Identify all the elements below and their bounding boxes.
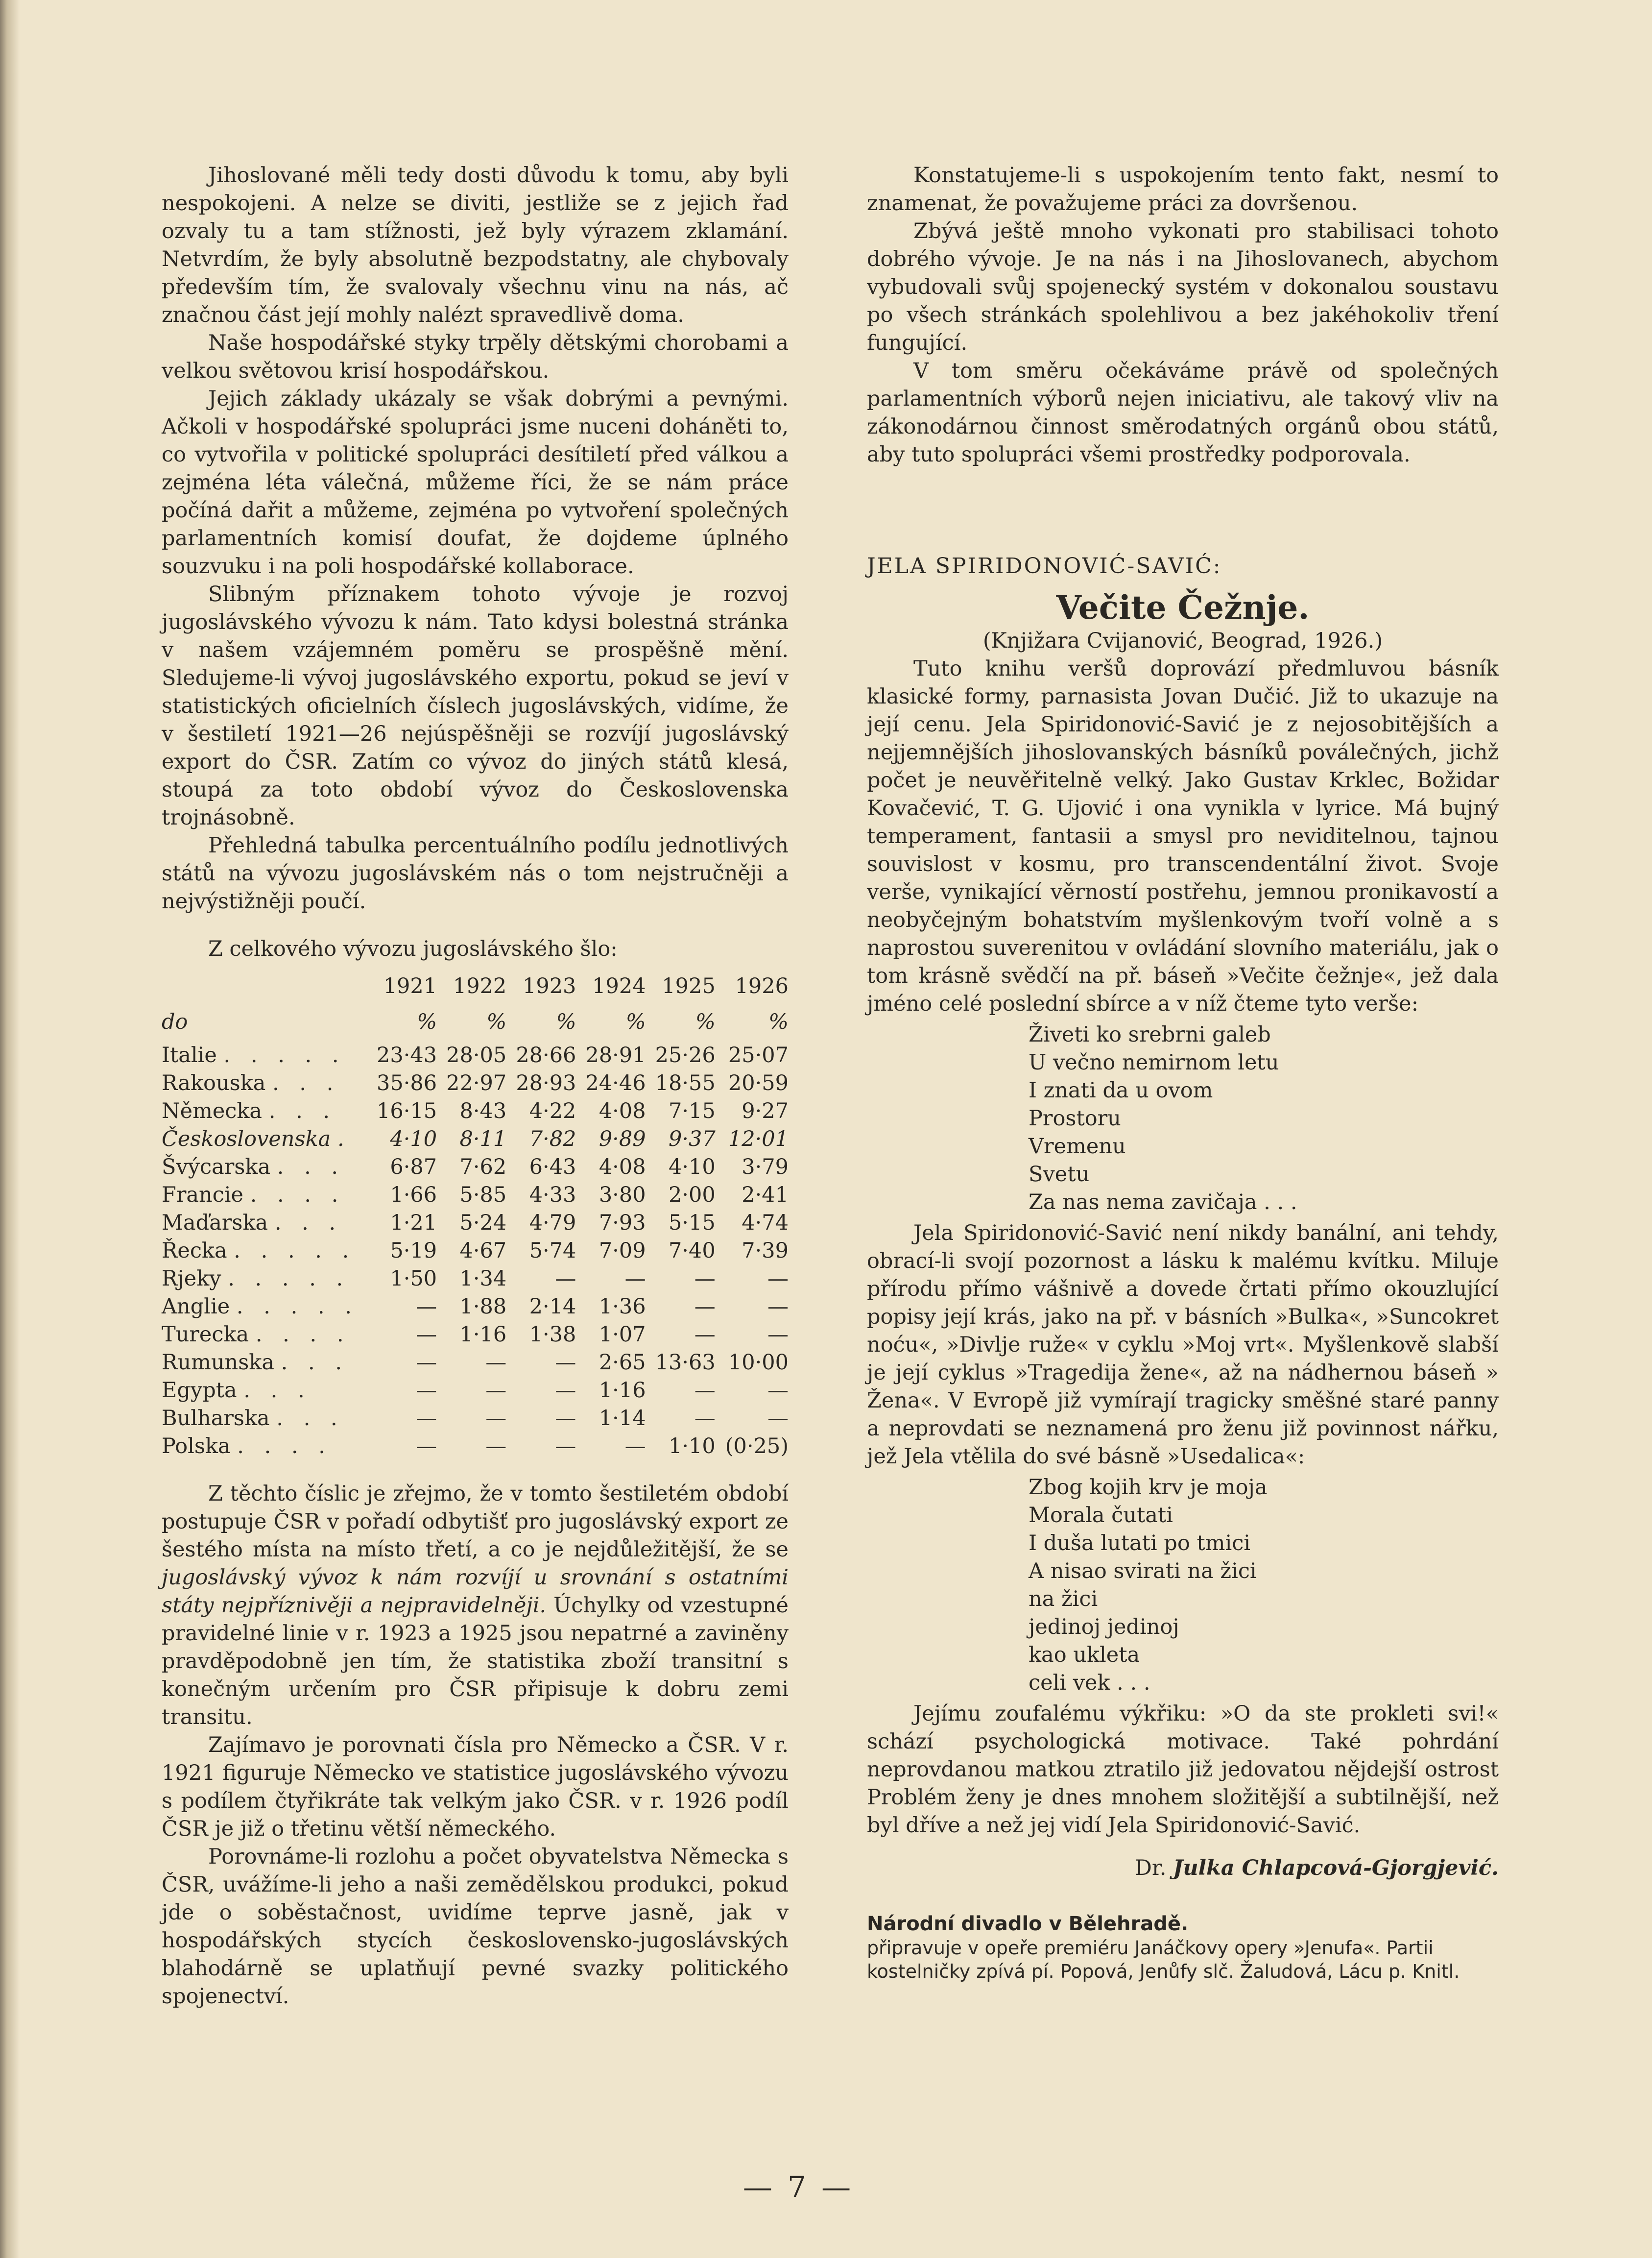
- value-cell: 1·07: [599, 1322, 646, 1347]
- country-cell: [162, 1349, 367, 1377]
- value-cell: 1·50: [390, 1266, 437, 1291]
- signature-title: Dr.: [1135, 1856, 1167, 1880]
- table-row: [162, 1293, 789, 1321]
- value-cell: 1·34: [459, 1266, 507, 1291]
- poem-line: Prostoru: [1029, 1106, 1121, 1131]
- value-cell: 4·10: [668, 1155, 716, 1179]
- value-cell: 5·15: [668, 1211, 716, 1235]
- country-cell: [162, 1209, 367, 1237]
- table-intro: Z celkového vývozu jugoslávského šlo:: [208, 937, 618, 961]
- value-cell: 28·05: [446, 1043, 507, 1068]
- poem-line: U večno nemirnom letu: [1029, 1050, 1279, 1075]
- value-cell: 7·39: [742, 1238, 789, 1263]
- leader-dots: . . .: [276, 1406, 344, 1431]
- year-cell: 1926: [735, 973, 789, 998]
- value-cell: —: [767, 1378, 789, 1403]
- country-cell: [162, 1265, 367, 1293]
- leader-dots: . . . .: [250, 1183, 345, 1207]
- value-cell: 7·82: [529, 1127, 576, 1151]
- paragraph: Tuto knihu veršů doprovází předmluvou básník klasické formy, parnasista Jovan Dučić. Již to ukazuje na její cenu. Jela Spiridonović-Savić je z nejosobitějších a nejjemnějších jihoslovanských básníků poválečných, jichž počet je neuvěřitelně velký. Jako Gustav Krklec, Božidar Kovačević, T. G. Ujović i ona vynikla v lyrice. Má bujný temperament, fantasii a smysl pro neviditelnou, tajnou souvislost v kosmu, pro transcendentální život. Svoje verše, vynikající věrností postřehu, jemnou pronikavostí a neobyčejným bohatstvím myšlenkovým tvoří volně a s naprostou suverenitou v ovládání slovního materiálu, jak o tom krásně svědčí na př. báseň »Večite čežnje«, jež dala jméno celé poslední sbírce a v níž čteme tyto verše:: [867, 656, 1499, 1016]
- value-cell: 35·86: [377, 1071, 437, 1095]
- paragraph: Konstatujeme-li s uspokojením tento fakt, nesmí to znamenat, že považujeme práci za dovršenou.: [867, 163, 1499, 216]
- value-cell: 16·15: [377, 1099, 437, 1123]
- left-column: [162, 162, 789, 2011]
- leader-dots: . . .: [243, 1378, 311, 1403]
- value-cell: —: [416, 1322, 437, 1347]
- poem-line: celi vek . . .: [1029, 1671, 1150, 1695]
- value-cell: 4·10: [390, 1127, 437, 1151]
- value-cell: 4·33: [529, 1183, 576, 1207]
- country-cell: [162, 1321, 367, 1349]
- table-row: [162, 1349, 789, 1377]
- table-corner: [162, 970, 367, 1002]
- review-publisher: (Knjižara Cvijanović, Beograd, 1926.): [982, 629, 1383, 653]
- poem-line: Živeti ko srebrni galeb: [1029, 1022, 1271, 1047]
- country-name: Maďarska: [162, 1211, 268, 1235]
- value-cell: —: [416, 1294, 437, 1319]
- paragraph: Přehledná tabulka percentuálního podílu jednotlivých států na vývozu jugoslávském nás o tom nejstručněji a nejvýstižněji poučí.: [162, 833, 789, 914]
- table-row: [162, 1432, 789, 1460]
- poem-line: I duša lutati po tmici: [1029, 1531, 1251, 1555]
- signature-name: Julka Chlapcová-Gjorgjević.: [1173, 1856, 1499, 1880]
- value-cell: —: [555, 1434, 576, 1458]
- value-cell: 4·74: [742, 1211, 789, 1235]
- country-name: Československa: [162, 1127, 331, 1151]
- country-cell: [162, 1042, 367, 1069]
- value-cell: 28·66: [516, 1043, 576, 1068]
- value-cell: 3·79: [742, 1155, 789, 1179]
- value-cell: 8·11: [459, 1127, 507, 1151]
- value-cell: —: [485, 1434, 507, 1458]
- do-label: do: [162, 1009, 188, 1034]
- value-cell: 7·62: [459, 1155, 507, 1179]
- value-cell: 5·85: [459, 1183, 507, 1207]
- table-row: [162, 1265, 789, 1293]
- news-title: Národní divadlo v Bělehradě.: [867, 1913, 1189, 1935]
- news-text: připravuje v opeře premiéru Janáčkovy opery »Jenufa«. Partii kostelničky zpívá pí. Popová, Jenůfy slč. Žaludová, Lácu p. Knitl.: [867, 1937, 1460, 1982]
- value-cell: 1·14: [599, 1406, 646, 1431]
- value-cell: —: [555, 1350, 576, 1375]
- paragraph: Jela Spiridonović-Savić není nikdy banální, ani tehdy, obrací-li svojí pozornost a lásku k malému kvítku. Miluje přírodu přímo vášnivě a dovede črtati přímo okouzlující popisy její krás, jako na př. v básních »Bulka«, »Suncokret noću«, »Divlje ruže« v cyklu »Moj vrt«. Myšlenkově slabší je její cyklus »Tragedija žene«, až na nádhernou báseň » Žena«. V Evropě již vymírají tragicky směšné staré panny a neprovdati se neznamená pro ženu již povinnost nářku, jež Jela vtělila do své básně »Usedalica«:: [867, 1221, 1499, 1469]
- paragraph: [162, 1480, 789, 1731]
- leader-dots: . . . . .: [223, 1043, 346, 1068]
- poem-line: Za nas nema zavičaja . . .: [1029, 1190, 1297, 1214]
- country-name: Polska: [162, 1434, 231, 1458]
- value-cell: 6·87: [390, 1155, 437, 1179]
- paragraph: Zajímavo je porovnati čísla pro Německo a ČSR. V r. 1921 figuruje Německo ve statistice jugoslávského vývozu s podílem čtyřikráte tak velkým jako ČSR. v r. 1926 podíl ČSR je již o třetinu větší německého.: [162, 1733, 789, 1841]
- leader-dots: . . .: [268, 1099, 337, 1123]
- value-cell: 10·00: [728, 1350, 789, 1375]
- unit-cell: %: [695, 1009, 716, 1034]
- value-cell: 3·80: [599, 1183, 646, 1207]
- year-cell: 1923: [522, 973, 576, 998]
- value-cell: 1·10: [668, 1434, 716, 1458]
- country-name: Rjeky: [162, 1266, 221, 1291]
- country-name: Anglie: [162, 1294, 230, 1319]
- country-cell: [162, 1293, 367, 1321]
- value-cell: 7·15: [668, 1099, 716, 1123]
- poem-line: Morala čutati: [1029, 1503, 1173, 1528]
- country-name: Rakouska: [162, 1071, 266, 1095]
- table-row: [162, 1125, 789, 1153]
- leader-dots: . . .: [274, 1211, 343, 1235]
- value-cell: 1·38: [529, 1322, 576, 1347]
- value-cell: 7·40: [668, 1238, 716, 1263]
- country-name: Egypta: [162, 1378, 237, 1403]
- unit-cell: %: [556, 1009, 576, 1034]
- text: Z těchto číslic je zřejmo, že v tomto šestiletém období postupuje ČSR v pořadí odbytišť pro jugoslávský export ze šestého místa na místo třetí, a co je nejdůležitější, že se: [162, 1481, 789, 1562]
- value-cell: —: [555, 1406, 576, 1431]
- poem-line: Zbog kojih krv je moja: [1029, 1475, 1268, 1500]
- value-cell: 4·79: [529, 1211, 576, 1235]
- value-cell: 4·08: [599, 1155, 646, 1179]
- leader-dots: .: [337, 1127, 351, 1151]
- value-cell: 28·93: [516, 1071, 576, 1095]
- value-cell: 1·21: [390, 1211, 437, 1235]
- review-author: JELA SPIRIDONOVIĆ-SAVIĆ:: [867, 554, 1222, 579]
- value-cell: 5·24: [459, 1211, 507, 1235]
- poem-line: Svetu: [1029, 1162, 1090, 1187]
- value-cell: 4·08: [599, 1099, 646, 1123]
- paragraph: Zbývá ještě mnoho vykonati pro stabilisaci tohoto dobrého vývoje. Je na nás i na Jihoslovanech, abychom vybudovali svůj spojenecký systém v dokonalou soustavu po všech stránkách spolehlivou a bez jakéhokoliv tření fungující.: [867, 219, 1499, 355]
- right-column: [867, 162, 1499, 1983]
- export-table: [162, 970, 789, 1460]
- table-row: [162, 1237, 789, 1265]
- year-cell: 1925: [662, 973, 716, 998]
- value-cell: 2·65: [599, 1350, 646, 1375]
- country-name: Bulharska: [162, 1406, 270, 1431]
- value-cell: 8·43: [459, 1099, 507, 1123]
- country-name: Německa: [162, 1099, 263, 1123]
- poem-line: I znati da u ovom: [1029, 1078, 1213, 1103]
- text: Úchylky od vzestupné pravidelné linie v r. 1923 a 1925 jsou nepatrné a zaviněny pravděpodobně jen tím, že statistika zboží transitní s konečným určením pro ČSR připisuje k dobru zemi transitu.: [162, 1593, 789, 1729]
- paragraph: V tom směru očekáváme právě od společných parlamentních výborů nejen iniciativu, ale takový vliv na zákonodárnou činnost směrodatných orgánů obou států, aby tuto spolupráci všemi prostředky podporovala.: [867, 359, 1499, 467]
- value-cell: —: [694, 1322, 716, 1347]
- unit-cell: %: [417, 1009, 437, 1034]
- value-cell: —: [555, 1266, 576, 1291]
- leader-dots: . . . . .: [228, 1266, 350, 1291]
- table-row: [162, 1181, 789, 1209]
- value-cell: 5·74: [529, 1238, 576, 1263]
- value-cell: —: [485, 1350, 507, 1375]
- value-cell: —: [694, 1378, 716, 1403]
- value-cell: 6·43: [529, 1155, 576, 1179]
- value-cell: —: [416, 1350, 437, 1375]
- review-signature: [867, 1854, 1499, 1882]
- value-cell: 23·43: [377, 1043, 437, 1068]
- value-cell: (0·25): [725, 1434, 789, 1458]
- country-name: Francie: [162, 1183, 244, 1207]
- country-name: Turecka: [162, 1322, 249, 1347]
- paragraph: Naše hospodářské styky trpěly dětskými chorobami a velkou světovou krisí hospodářskou.: [162, 331, 789, 383]
- poem-excerpt: [1029, 1474, 1499, 1697]
- value-cell: —: [767, 1406, 789, 1431]
- country-cell: [162, 1125, 367, 1153]
- table-header-units: [162, 1002, 789, 1042]
- value-cell: 9·37: [668, 1127, 716, 1151]
- value-cell: 1·16: [459, 1322, 507, 1347]
- poem-line: Vremenu: [1029, 1134, 1126, 1159]
- leader-dots: . . . . .: [236, 1294, 359, 1319]
- value-cell: 5·19: [390, 1238, 437, 1263]
- unit-cell: %: [625, 1009, 646, 1034]
- leader-dots: . . . . .: [234, 1238, 356, 1263]
- value-cell: —: [624, 1266, 646, 1291]
- table-row: [162, 1321, 789, 1349]
- leader-dots: . . .: [281, 1350, 349, 1375]
- value-cell: 1·88: [459, 1294, 507, 1319]
- poem-excerpt: [1029, 1021, 1499, 1216]
- leader-dots: . . .: [272, 1071, 340, 1095]
- country-cell: [162, 1405, 367, 1432]
- table-row: [162, 1377, 789, 1405]
- country-cell: [162, 1069, 367, 1097]
- value-cell: 20·59: [728, 1071, 789, 1095]
- paragraph: Porovnáme-li rozlohu a počet obyvatelstva Německa s ČSR, uvážíme-li jeho a naši zemědělskou produkci, pokud jde o soběstačnost, uvidíme teprve jasně, jak v hospodářských stycích československo-jugoslávských blahodárně se uplatňují pevné svazky politického spojenectví.: [162, 1845, 789, 2009]
- value-cell: 1·16: [599, 1378, 646, 1403]
- year-cell: 1924: [592, 973, 646, 998]
- value-cell: —: [767, 1294, 789, 1319]
- value-cell: 25·26: [655, 1043, 716, 1068]
- country-cell: [162, 1237, 367, 1265]
- paragraph: Jejímu zoufalému výkřiku: »O da ste prokleti svi!« schází psychologická motivace. Také pohrdání neprovdanou matkou ztratilo již jedovatou nějdejší ostrost Problém ženy je dnes mnohem složitější a subtilnější, než byl dříve a než jej vidí Jela Spiridonović-Savić.: [867, 1701, 1499, 1838]
- paragraph: Jejich základy ukázaly se však dobrými a pevnými. Ačkoli v hospodářské spolupráci jsme nuceni doháněti to, co vytvořila v politické spolupráci desítiletí před válkou a zejména léta válečná, můžeme říci, že se nám práce počíná dařit a můžeme, zejména po vytvoření společných parlamentních komisí doufat, že dojdeme úplného souzvuku i na poli hospodářské kollaborace.: [162, 387, 789, 579]
- value-cell: 7·09: [599, 1238, 646, 1263]
- value-cell: 9·89: [599, 1127, 646, 1151]
- review-title: Večite Čežnje.: [1056, 588, 1310, 627]
- table-row: [162, 1405, 789, 1432]
- value-cell: —: [767, 1266, 789, 1291]
- table-row: [162, 1042, 789, 1069]
- value-cell: 4·22: [529, 1099, 576, 1123]
- value-cell: 13·63: [655, 1350, 716, 1375]
- value-cell: —: [555, 1378, 576, 1403]
- value-cell: 4·67: [459, 1238, 507, 1263]
- value-cell: 22·97: [446, 1071, 507, 1095]
- paragraph: Slibným příznakem tohoto vývoje je rozvoj jugoslávského vývozu k nám. Tato kdysi bolestná stránka v našem vzájemném poměru se prospěšně mění. Sledujeme-li vývoj jugoslávského exportu, pokud se jeví v statistických oficielních číslech jugoslávských, vidíme, že v šestiletí 1921—26 nejúspěšněji se rozvíjí jugoslávský export do ČSR. Zatím co vývoz do jiných států klesá, stoupá za toto období vývoz do Československa trojnásobně.: [162, 582, 789, 830]
- year-cell: 1921: [383, 973, 437, 998]
- value-cell: —: [624, 1434, 646, 1458]
- value-cell: 1·36: [599, 1294, 646, 1319]
- country-cell: [162, 1377, 367, 1405]
- country-name: Švýcarska: [162, 1155, 271, 1179]
- value-cell: —: [485, 1406, 507, 1431]
- value-cell: 25·07: [728, 1043, 789, 1068]
- country-cell: [162, 1153, 367, 1181]
- poem-line: jedinoj jedinoj: [1029, 1615, 1179, 1639]
- leader-dots: . . . .: [237, 1434, 332, 1458]
- value-cell: —: [694, 1406, 716, 1431]
- value-cell: —: [485, 1378, 507, 1403]
- year-cell: 1922: [453, 973, 507, 998]
- poem-line: na žici: [1029, 1587, 1098, 1611]
- country-cell: [162, 1432, 367, 1460]
- value-cell: 28·91: [585, 1043, 646, 1068]
- table-row: [162, 1069, 789, 1097]
- country-cell: [162, 1097, 367, 1125]
- poem-line: kao ukleta: [1029, 1643, 1140, 1667]
- value-cell: 1·66: [390, 1183, 437, 1207]
- value-cell: —: [416, 1434, 437, 1458]
- unit-cell: %: [486, 1009, 507, 1034]
- value-cell: —: [694, 1266, 716, 1291]
- value-cell: 2·00: [668, 1183, 716, 1207]
- value-cell: 2·41: [742, 1183, 789, 1207]
- table-row: [162, 1209, 789, 1237]
- leader-dots: . . .: [277, 1155, 345, 1179]
- value-cell: —: [416, 1406, 437, 1431]
- value-cell: 2·14: [529, 1294, 576, 1319]
- value-cell: 7·93: [599, 1211, 646, 1235]
- export-table-body: [162, 970, 789, 1460]
- value-cell: —: [767, 1322, 789, 1347]
- value-cell: —: [416, 1378, 437, 1403]
- leader-dots: . . . .: [255, 1322, 351, 1347]
- country-name: Řecka: [162, 1238, 227, 1263]
- unit-cell: %: [768, 1009, 789, 1034]
- paragraph: Jihoslované měli tedy dosti důvodu k tomu, aby byli nespokojeni. A nelze se diviti, jestliže se z jejich řad ozvaly tu a tam stížnosti, jež byly výrazem zklamání. Netvrdím, že byly absolutně bezpodstatny, ale chybovaly především tím, že svalovaly všechnu vinu na nás, ač značnou část její mohly nalézt spravedlivě doma.: [162, 163, 789, 327]
- value-cell: 12·01: [728, 1127, 789, 1151]
- value-cell: —: [694, 1294, 716, 1319]
- poem-line: A nisao svirati na žici: [1029, 1559, 1257, 1583]
- value-cell: 18·55: [655, 1071, 716, 1095]
- table-header-years: [162, 970, 789, 1002]
- country-cell: [162, 1181, 367, 1209]
- emphasis: jugoslávský vývoz k nám rozvíjí u srovnání s ostatními státy nejpříznivěji a nejpravidelněji.: [162, 1565, 789, 1618]
- page-number: — 7 —: [742, 2170, 854, 2205]
- country-name: Rumunska: [162, 1350, 274, 1375]
- table-row: [162, 1097, 789, 1125]
- table-row: [162, 1153, 789, 1181]
- value-cell: 9·27: [742, 1099, 789, 1123]
- country-name: Italie: [162, 1043, 217, 1068]
- value-cell: 24·46: [585, 1071, 646, 1095]
